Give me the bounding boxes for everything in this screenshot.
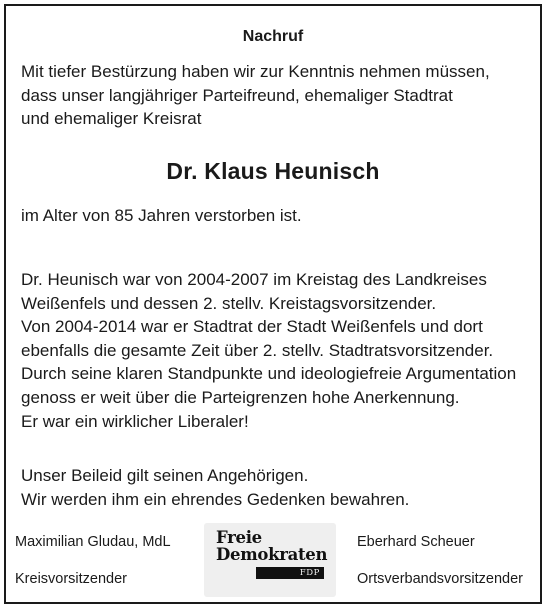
condolence-paragraph: Unser Beileid gilt seinen Angehörigen. Wir werden ihm ein ehrendes Gedenken bewahren. xyxy=(21,466,410,509)
right-signatory-name: Eberhard Scheuer xyxy=(357,534,475,550)
left-signatory-name: Maximilian Gludau, MdL xyxy=(15,534,171,550)
deceased-name: Dr. Klaus Heunisch xyxy=(166,158,380,184)
logo-line-demokraten: Demokraten xyxy=(216,545,328,564)
age-line: im Alter von 85 Jahren verstorben ist. xyxy=(21,206,302,225)
biography-paragraph: Dr. Heunisch war von 2004-2007 im Kreistag des Landkreises Weißenfels und dessen 2. stellv. Kreistagsvorsitzender. Von 2004-2014 war er Stadtrat der Stadt Weißenfels und dort ebenfalls die gesamte Zeit über 2. stellv. Stadtratsvorsitzender. Durch seine klaren Standpunkte und ideologiefreie Argumentation genoss er weit über die Parteigrenzen hohe Anerkennung. Er war ein wirklicher Liberaler! xyxy=(21,270,517,431)
intro-paragraph: Mit tiefer Bestürzung haben wir zur Kenntnis nehmen müssen, dass unser langjähriger Parteifreund, ehemaliger Stadtrat und ehemaliger Kreisrat xyxy=(21,62,490,128)
notice-heading: Nachruf xyxy=(242,28,304,45)
logo-fdp-tag: FDP xyxy=(256,567,324,579)
obituary-notice xyxy=(4,4,542,604)
right-signatory-role: Ortsverbandsvorsitzender xyxy=(357,571,524,587)
fdp-logo xyxy=(204,523,336,597)
logo-line-freie: Freie xyxy=(216,528,262,547)
left-signatory-role: Kreisvorsitzender xyxy=(15,571,128,587)
